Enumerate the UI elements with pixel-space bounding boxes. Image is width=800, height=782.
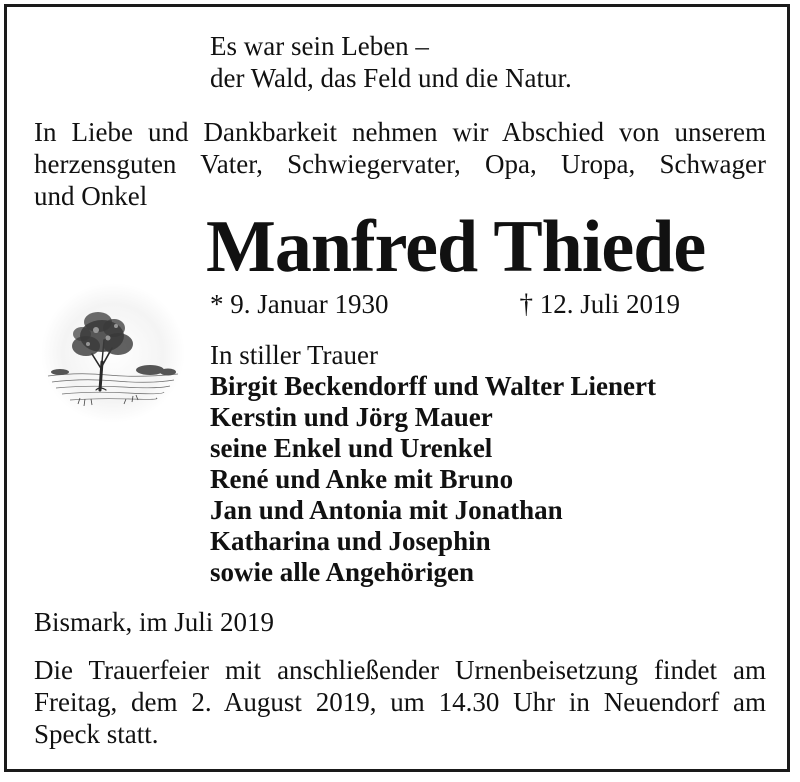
mourner-line: Katharina und Josephin	[210, 526, 491, 556]
place-and-date: Bismark, im Juli 2019	[34, 607, 275, 637]
mourner-line: René und Anke mit Bruno	[210, 464, 514, 494]
death-date: † 12. Juli 2019	[519, 289, 680, 319]
service-line-1: Die Trauerfeier mit anschließender Urnenbeisetzung findet am	[34, 655, 766, 685]
intro-paragraph	[34, 116, 766, 212]
mourner-line: sowie alle Angehörigen	[210, 557, 474, 587]
quote-line-2: der Wald, das Feld und die Natur.	[210, 63, 572, 93]
memorial-quote	[210, 30, 572, 94]
mourning-heading: In stiller Trauer	[210, 340, 378, 370]
mourner-line: Jan und Antonia mit Jonathan	[210, 495, 563, 525]
mourner-line: Kerstin und Jörg Mauer	[210, 402, 493, 432]
service-line-3: Speck statt.	[34, 719, 159, 749]
intro-line-3: und Onkel	[34, 181, 148, 211]
mourner-line: seine Enkel und Urenkel	[210, 433, 493, 463]
service-line-2: Freitag, dem 2. August 2019, um 14.30 Uhr in Neuendorf am	[34, 687, 766, 717]
intro-line-2: herzensguten Vater, Schwiegervater, Opa, Uropa, Schwager	[34, 149, 766, 179]
quote-line-1: Es war sein Leben –	[210, 31, 429, 61]
tree-sketch-icon	[38, 278, 188, 428]
birth-date: * 9. Januar 1930	[210, 289, 389, 319]
funeral-service-info	[34, 654, 766, 750]
intro-line-1: In Liebe und Dankbarkeit nehmen wir Abschied von unserem	[34, 117, 766, 147]
deceased-name: Manfred Thiede	[206, 206, 706, 288]
mourners-list	[210, 340, 656, 588]
mourner-line: Birgit Beckendorff und Walter Lienert	[210, 371, 656, 401]
